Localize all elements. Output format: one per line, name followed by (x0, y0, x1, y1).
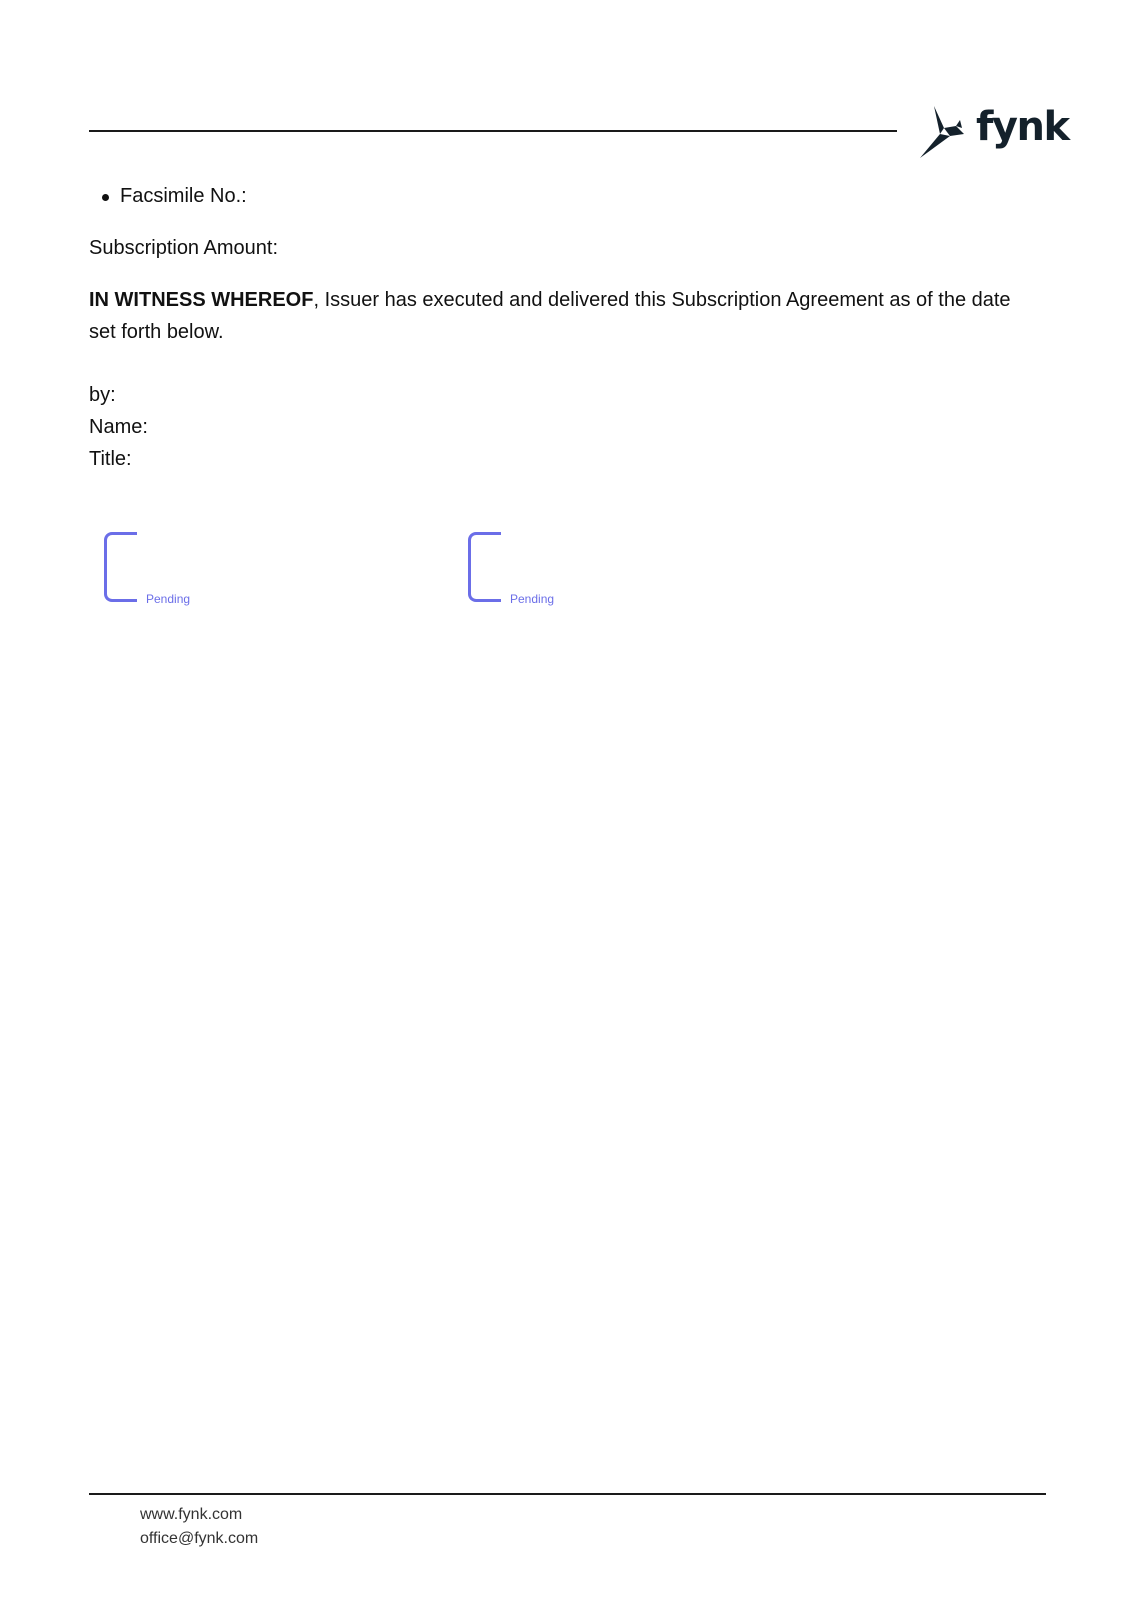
header-divider (89, 130, 897, 132)
witness-text: , Issuer has executed and delivered this Subscription Agreement as of the date set forth below. (89, 289, 1011, 343)
signature-name-label: Name: (89, 416, 148, 438)
bullet-icon (102, 194, 109, 201)
signature-bracket-icon (468, 532, 501, 602)
signature-title-label: Title: (89, 448, 132, 470)
contact-bullet-list (89, 180, 1039, 212)
bird-logo-icon (920, 104, 972, 160)
footer-divider (89, 1493, 1046, 1495)
subscription-amount-label: Subscription Amount: (89, 237, 278, 259)
footer-email: office@fynk.com (140, 1530, 259, 1547)
signature-status-badge: Pending (510, 592, 555, 606)
list-item (89, 180, 1039, 212)
facsimile-label: Facsimile No.: (120, 185, 247, 207)
company-logo (920, 104, 1069, 160)
logo-wordmark: fynk (976, 104, 1069, 150)
document-body (89, 180, 1039, 475)
footer-website: www.fynk.com (140, 1506, 243, 1523)
footer (140, 1503, 258, 1551)
signature-bracket-icon (104, 532, 137, 602)
signature-block (89, 379, 1039, 475)
witness-paragraph (89, 284, 1039, 348)
signature-field-1[interactable] (104, 532, 224, 604)
signature-status-badge: Pending (146, 592, 191, 606)
witness-heading: IN WITNESS WHEREOF (89, 289, 314, 311)
signature-field-2[interactable] (468, 532, 588, 604)
signature-by-label: by: (89, 384, 116, 406)
